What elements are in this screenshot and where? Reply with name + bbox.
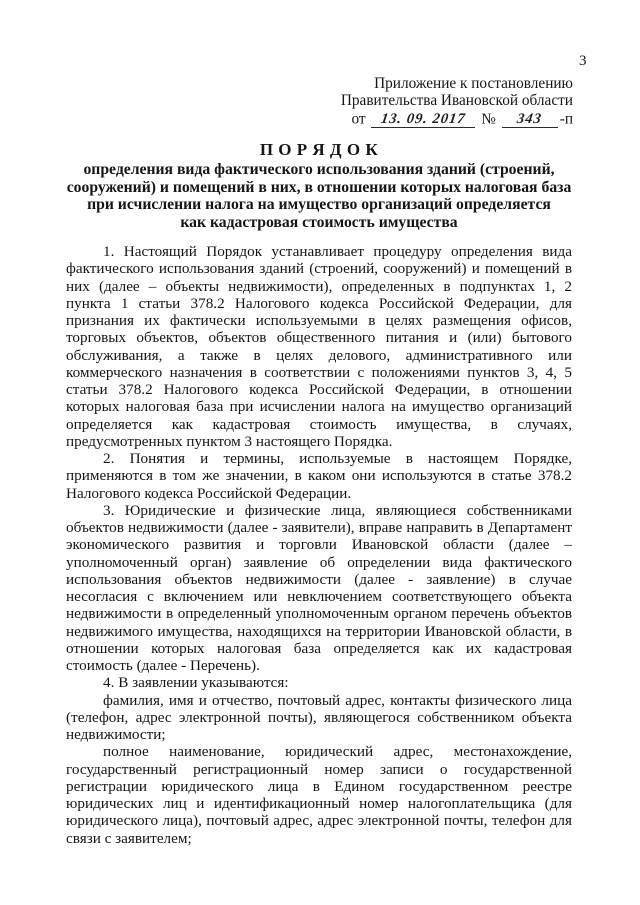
paragraph-3: 3. Юридические и физические лица, являющиеся собственниками объектов недвижимости (далее - заявители), вправе направить в Департамент экономического развития и торговли Ивановской области (далее – уполномоченный орган) заявление об определении вида фактического использования объектов недвижимости (далее - заявление) в случае несогласия с включением или невключением соответствующего объекта недвижимости в определенный уполномоченным органом перечень объектов недвижимого имущества, находящихся на территории Ивановской области, в отношении которых налоговая база определяется как их кадастровая стоимость (далее - Перечень). (66, 501, 572, 674)
number-blank (502, 111, 558, 129)
document-body (66, 243, 572, 847)
document-title: П О Р Я Д О К (259, 140, 379, 159)
paragraph-2: 2. Понятия и термины, используемые в настоящем Порядке, применяются в том же значении, в каком они используются в статье 378.2 Налогового кодекса Российской Федерации. (66, 450, 572, 502)
paragraph-5: фамилия, имя и отчество, почтовый адрес, контакты физического лица (телефон, адрес электронной почты), являющегося собственником объекта недвижимости; (66, 691, 572, 743)
subtitle-line-1: определения вида фактического использования зданий (строений, (83, 161, 555, 178)
paragraph-4: 4. В заявлении указываются: (103, 674, 289, 692)
appendix-line-2: Правительства Ивановской области (340, 91, 573, 109)
page-number: 3 (579, 53, 587, 69)
number-suffix: -п (559, 110, 573, 128)
handwritten-date: 13. 09. 2017 (380, 110, 467, 127)
subtitle-line-3: при исчислении налога на имущество организаций определяется (87, 196, 551, 214)
decree-date-line (341, 111, 573, 129)
number-sign: № (481, 110, 496, 128)
appendix-line-1: Приложение к постановлению (374, 75, 573, 92)
subtitle-line-4: как кадастровая стоимость имущества (180, 214, 458, 232)
paragraph-1: 1. Настоящий Порядок устанавливает процедуру определения вида фактического использования зданий (строений, сооружений) и помещений в них (далее – объекты недвижимости), определенных в подпунктах 1, 2 пункта 1 статьи 378.2 Налогового кодекса Российской Федерации, для признания их фактически используемыми в целях размещения офисов, торговых объектов, объектов общественного питания и (или) бытового обслуживания, а также в целях делового, административного или коммерческого назначения в соответствии с положениями пунктов 3, 4, 5 статьи 378.2 Налогового кодекса Российской Федерации, в отношении которых налоговая база при исчислении налога на имущество организаций определяется как кадастровая стоимость имущества, в случаях, предусмотренных пунктом 3 настоящего Порядка. (66, 243, 572, 450)
paragraph-6: полное наименование, юридический адрес, местонахождение, государственный регистрационный номер записи о государственной регистрации юридического лица в Едином государственном реестре юридических лиц и идентификационный номер налогоплательщика (для юридического лица), почтовый адрес, адрес электронной почты, телефон для связи с заявителем; (66, 743, 572, 847)
subtitle-line-2: сооружений) и помещений в них, в отношении которых налоговая база (66, 178, 572, 196)
handwritten-number: 343 (516, 110, 544, 127)
date-blank (371, 111, 475, 129)
document-subtitle (40, 161, 598, 232)
date-label: от (351, 110, 366, 128)
appendix-header (341, 76, 573, 128)
